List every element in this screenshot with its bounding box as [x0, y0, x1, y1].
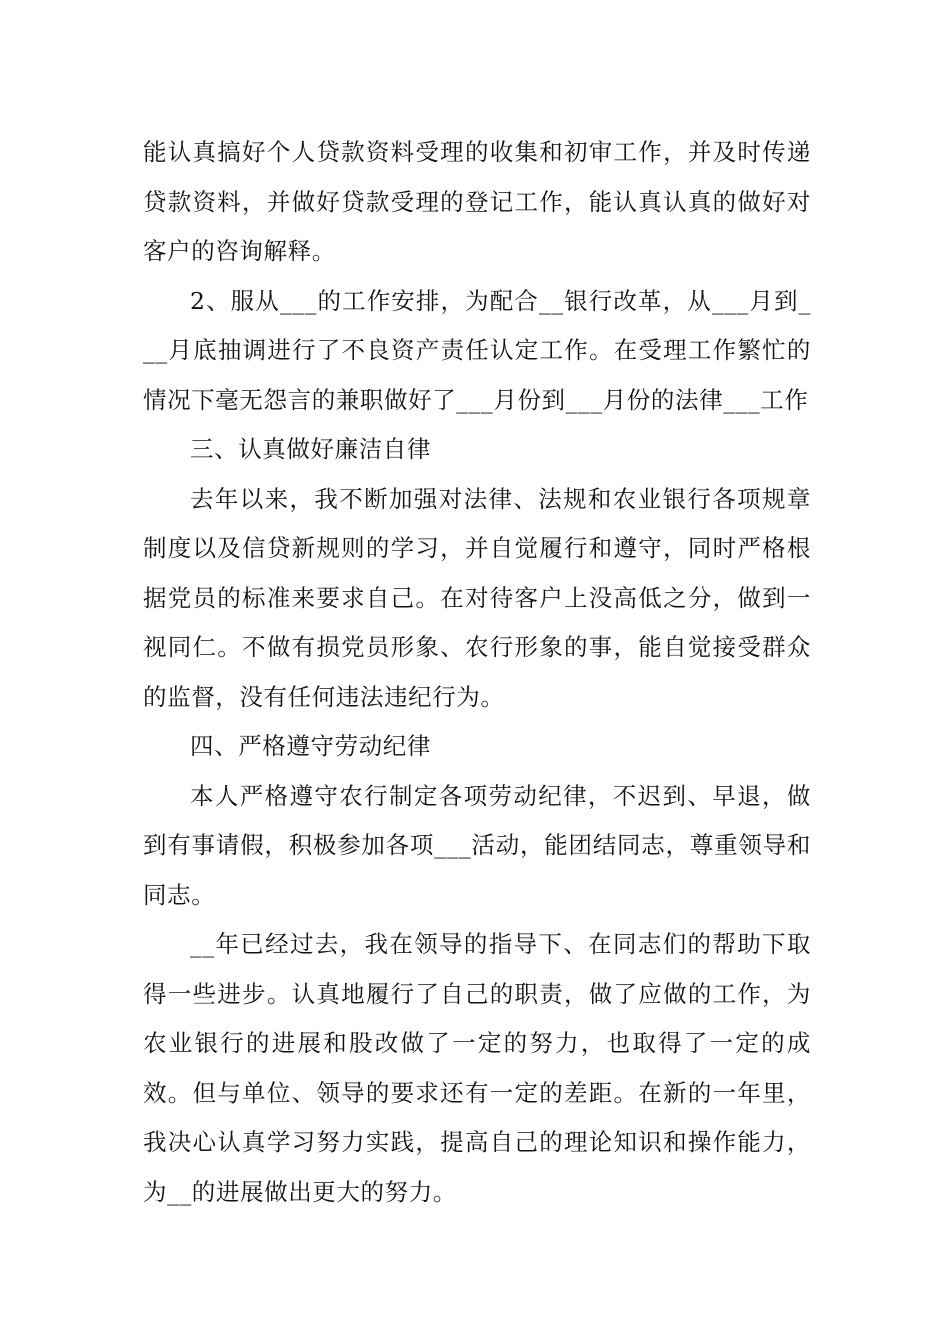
document-body [143, 128, 811, 1217]
section-heading-discipline: 四、严格遵守劳动纪律 [190, 732, 431, 760]
paragraph-integrity: 去年以来，我不断加强对法律、法规和农业银行各项规章制度以及信贷新规则的学习，并自觉履行和遵守，同时严格根据党员的标准来要求自己。在对待客户上没高低之分，做到一视同仁。不做有损党员形象、农行形象的事，能自觉接受群众的监督，没有任何违法违纪行为。 [143, 484, 811, 711]
paragraph-item-2: 2、服从___的工作安排，为配合__银行改革，从___月到___月底抽调进行了不良资产责任认定工作。在受理工作繁忙的情况下毫无怨言的兼职做好了___月份到___月份的法律___工作 [143, 286, 811, 414]
paragraph-loan-materials: 能认真搞好个人贷款资料受理的收集和初审工作，并及时传递贷款资料，并做好贷款受理的登记工作，能认真认真的做好对客户的咨询解释。 [143, 138, 811, 265]
section-heading-integrity: 三、认真做好廉洁自律 [190, 435, 431, 463]
paragraph-discipline: 本人严格遵守农行制定各项劳动纪律，不迟到、早退，做到有事请假，积极参加各项___活动，能团结同志，尊重领导和同志。 [143, 781, 811, 909]
paragraph-conclusion: __年已经过去，我在领导的指导下、在同志们的帮助下取得一些进步。认真地履行了自己的职责，做了应做的工作，为农业银行的进展和股改做了一定的努力，也取得了一定的成效。但与单位、领导的要求还有一定的差距。在新的一年里，我决心认真学习努力实践，提高自己的理论知识和操作能力，为__的进展做出更大的努力。 [143, 930, 811, 1206]
